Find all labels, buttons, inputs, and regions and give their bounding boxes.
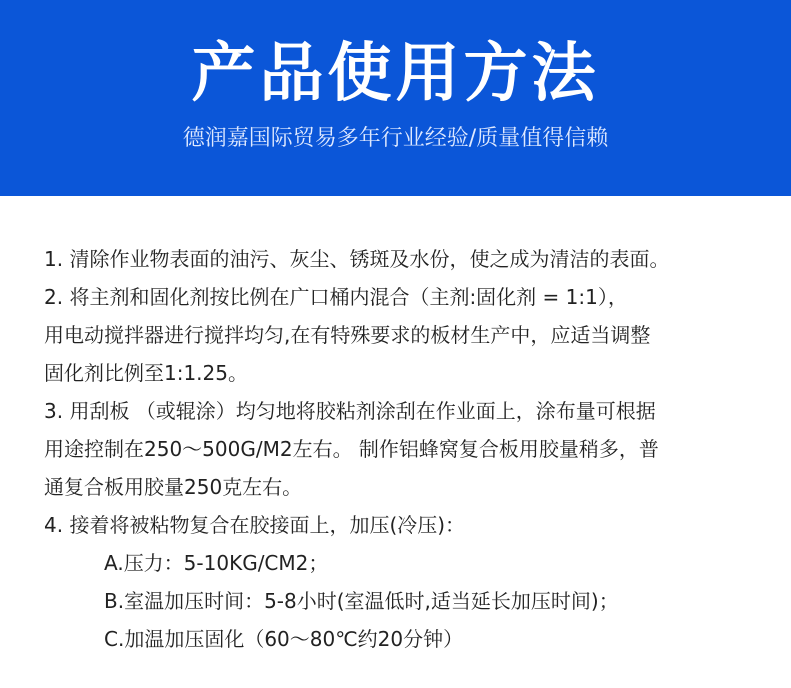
instruction-step-3-cont: 通复合板用胶量250克左右。 bbox=[44, 475, 303, 499]
instruction-step-2-cont: 用电动搅拌器进行搅拌均匀,在有特殊要求的板材生产中，应适当调整 bbox=[44, 323, 651, 347]
instruction-step-2: 2. 将主剂和固化剂按比例在广口桶内混合（主剂:固化剂 = 1:1）， bbox=[44, 285, 628, 309]
instruction-substep-b: B.室温加压时间：5-8小时(室温低时,适当延长加压时间)； bbox=[104, 589, 619, 613]
instruction-substep-c: C.加温加压固化（60～80℃约20分钟） bbox=[104, 627, 464, 651]
header-banner bbox=[0, 0, 791, 196]
page-subtitle: 德润嘉国际贸易多年行业经验/质量值得信赖 bbox=[182, 126, 609, 151]
instruction-step-2-cont: 固化剂比例至1:1.25。 bbox=[44, 361, 248, 385]
page-title: 产品使用方法 bbox=[191, 37, 600, 111]
instruction-step-4: 4. 接着将被粘物复合在胶接面上，加压(冷压)： bbox=[44, 513, 466, 537]
instruction-substep-a: A.压力：5-10KG/CM2； bbox=[104, 551, 329, 575]
instruction-step-3-cont: 用途控制在250～500G/M2左右。 制作铝蜂窝复合板用胶量稍多，普 bbox=[44, 437, 659, 461]
instructions-list bbox=[44, 240, 784, 658]
instruction-step-3: 3. 用刮板 （或辊涂）均匀地将胶粘剂涂刮在作业面上，涂布量可根据 bbox=[44, 399, 656, 423]
instruction-step-1: 1. 清除作业物表面的油污、灰尘、锈斑及水份，使之成为清洁的表面。 bbox=[44, 247, 670, 271]
